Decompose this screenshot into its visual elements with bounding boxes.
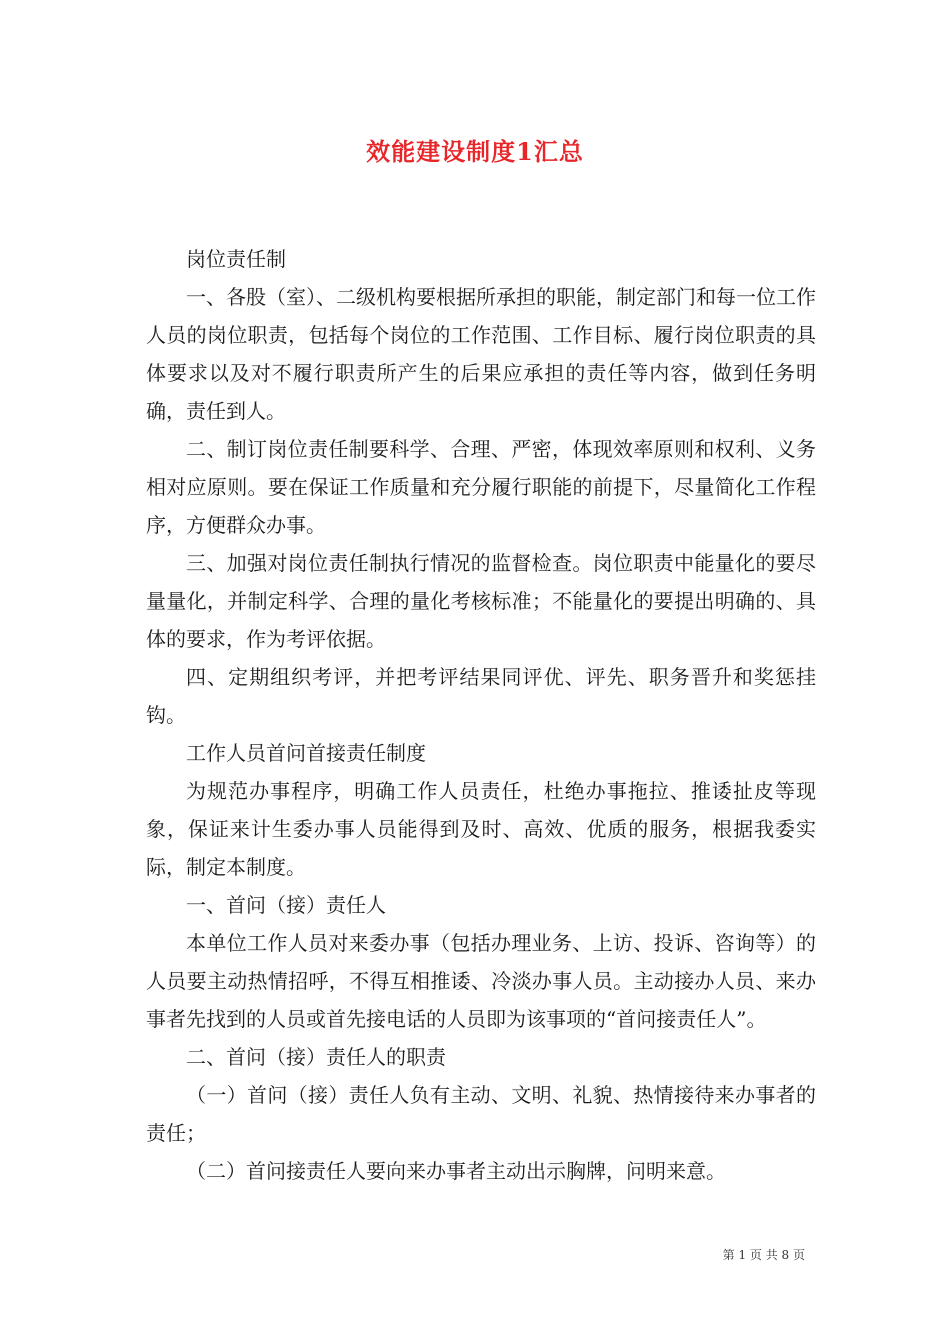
paragraph: 四、定期组织考评，并把考评结果同评优、评先、职务晋升和奖惩挂钩。 [146,665,816,727]
paragraph: 本单位工作人员对来委办事（包括办理业务、上访、投诉、咨询等）的人员要主动热情招呼，不得互相推诿、冷淡办事人员。主动接办人员、来办事者先找到的人员或首先接电话的人员即为该事项的“首问接责任人”。 [146,931,816,1031]
paragraph-subheading: 二、首问（接）责任人的职责 [186,1045,446,1069]
paragraph: 为规范办事程序，明确工作人员责任，杜绝办事拖拉、推诿扯皮等现象，保证来计生委办事人员能得到及时、高效、优质的服务，根据我委实际，制定本制度。 [146,779,816,879]
paragraph: （一）首问（接）责任人负有主动、文明、礼貌、热情接待来办事者的责任； [146,1083,816,1145]
paragraph-subheading: 一、首问（接）责任人 [186,893,386,917]
paragraph: （二）首问接责任人要向来办事者主动出示胸牌，问明来意。 [186,1159,726,1183]
document-body [146,240,816,1190]
paragraph-section-heading: 岗位责任制 [186,247,286,271]
paragraph: 一、各股（室）、二级机构要根据所承担的职能，制定部门和每一位工作人员的岗位职责，包括每个岗位的工作范围、工作目标、履行岗位职责的具体要求以及对不履行职责所产生的后果应承担的责任等内容，做到任务明确，责任到人。 [146,285,816,423]
paragraph-section-heading: 工作人员首问首接责任制度 [186,741,426,765]
page-number: 第 1 页 共 8 页 [722,1248,805,1262]
document-title: 效能建设制度1汇总 [366,137,584,166]
paragraph: 二、制订岗位责任制要科学、合理、严密，体现效率原则和权利、义务相对应原则。要在保证工作质量和充分履行职能的前提下，尽量简化工作程序，方便群众办事。 [146,437,816,537]
paragraph: 三、加强对岗位责任制执行情况的监督检查。岗位职责中能量化的要尽量量化，并制定科学、合理的量化考核标准；不能量化的要提出明确的、具体的要求，作为考评依据。 [146,551,816,651]
